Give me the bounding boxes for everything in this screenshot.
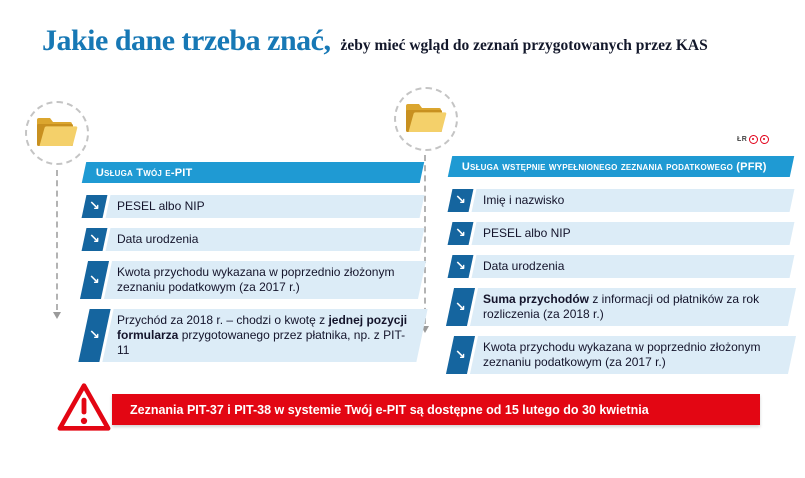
column-header <box>448 156 794 177</box>
column-header <box>82 162 424 183</box>
list-item <box>84 309 422 362</box>
credit-mark <box>737 135 769 144</box>
folder-circle <box>25 101 89 165</box>
alert-banner-text: Zeznania PIT-37 i PIT-38 w systemie Twój e-PIT są dostępne od 15 lutego do 30 kwietnia <box>130 402 649 417</box>
column-pfr <box>450 156 792 384</box>
list-item <box>84 195 422 218</box>
arrow-se-icon: ↘ <box>80 261 109 299</box>
list-item-text: PESEL albo NIP <box>106 195 425 218</box>
folder-circle <box>394 87 458 151</box>
column-header-label: Usługa Twój e-PIT <box>96 166 193 179</box>
dashed-connector <box>424 155 426 324</box>
list-item <box>450 288 792 326</box>
list-item-text: Data urodzenia <box>472 255 795 278</box>
folder-icon <box>36 114 78 153</box>
arrow-se-icon: ↘ <box>446 336 475 374</box>
warning-triangle-icon <box>56 381 112 433</box>
credit-badge-icon <box>760 135 769 144</box>
list-item-text: Kwota przychodu wykazana w poprzednio złożonym zeznaniu podatkowym (za 2017 r.) <box>104 261 426 299</box>
credit-label: ŁR <box>737 136 748 143</box>
alert-banner <box>112 394 760 425</box>
folder-icon <box>405 100 447 139</box>
list-item-text: Przychód za 2018 r. – chodzi o kwotę z jednej pozycji formularza przygotowanego przez płatnika, np. z PIT-11 <box>102 309 427 362</box>
arrow-se-icon: ↘ <box>78 309 110 362</box>
list-item <box>450 222 792 245</box>
arrow-se-icon: ↘ <box>448 189 474 212</box>
list-item-text: Kwota przychodu wykazana w poprzednio złożonym zeznaniu podatkowym (za 2017 r.) <box>470 336 796 374</box>
arrow-se-icon: ↘ <box>82 195 108 218</box>
title-main: Jakie dane trzeba znać, <box>42 24 331 57</box>
page-title <box>42 24 708 58</box>
list-item-text: PESEL albo NIP <box>472 222 795 245</box>
list-item-text: Suma przychodów z informacji od płatników za rok rozliczenia (za 2018 r.) <box>470 288 796 326</box>
column-header-label: Usługa wstępnie wypełnionego zeznania podatkowego (PFR) <box>462 160 767 173</box>
list-item <box>84 261 422 299</box>
dashed-connector <box>56 170 58 310</box>
arrow-se-icon: ↘ <box>446 288 475 326</box>
connector-arrow-icon <box>53 312 61 319</box>
list-item <box>450 189 792 212</box>
arrow-se-icon: ↘ <box>448 222 474 245</box>
list-item <box>84 228 422 251</box>
list-item <box>450 255 792 278</box>
arrow-se-icon: ↘ <box>448 255 474 278</box>
title-subtitle: żeby mieć wgląd do zeznań przygotowanych przez KAS <box>340 37 708 54</box>
arrow-se-icon: ↘ <box>82 228 108 251</box>
column-twoj-epit <box>84 162 422 372</box>
list-item-text: Imię i nazwisko <box>472 189 795 212</box>
list-item-text: Data urodzenia <box>106 228 425 251</box>
list-item <box>450 336 792 374</box>
credit-badge-icon <box>749 135 758 144</box>
